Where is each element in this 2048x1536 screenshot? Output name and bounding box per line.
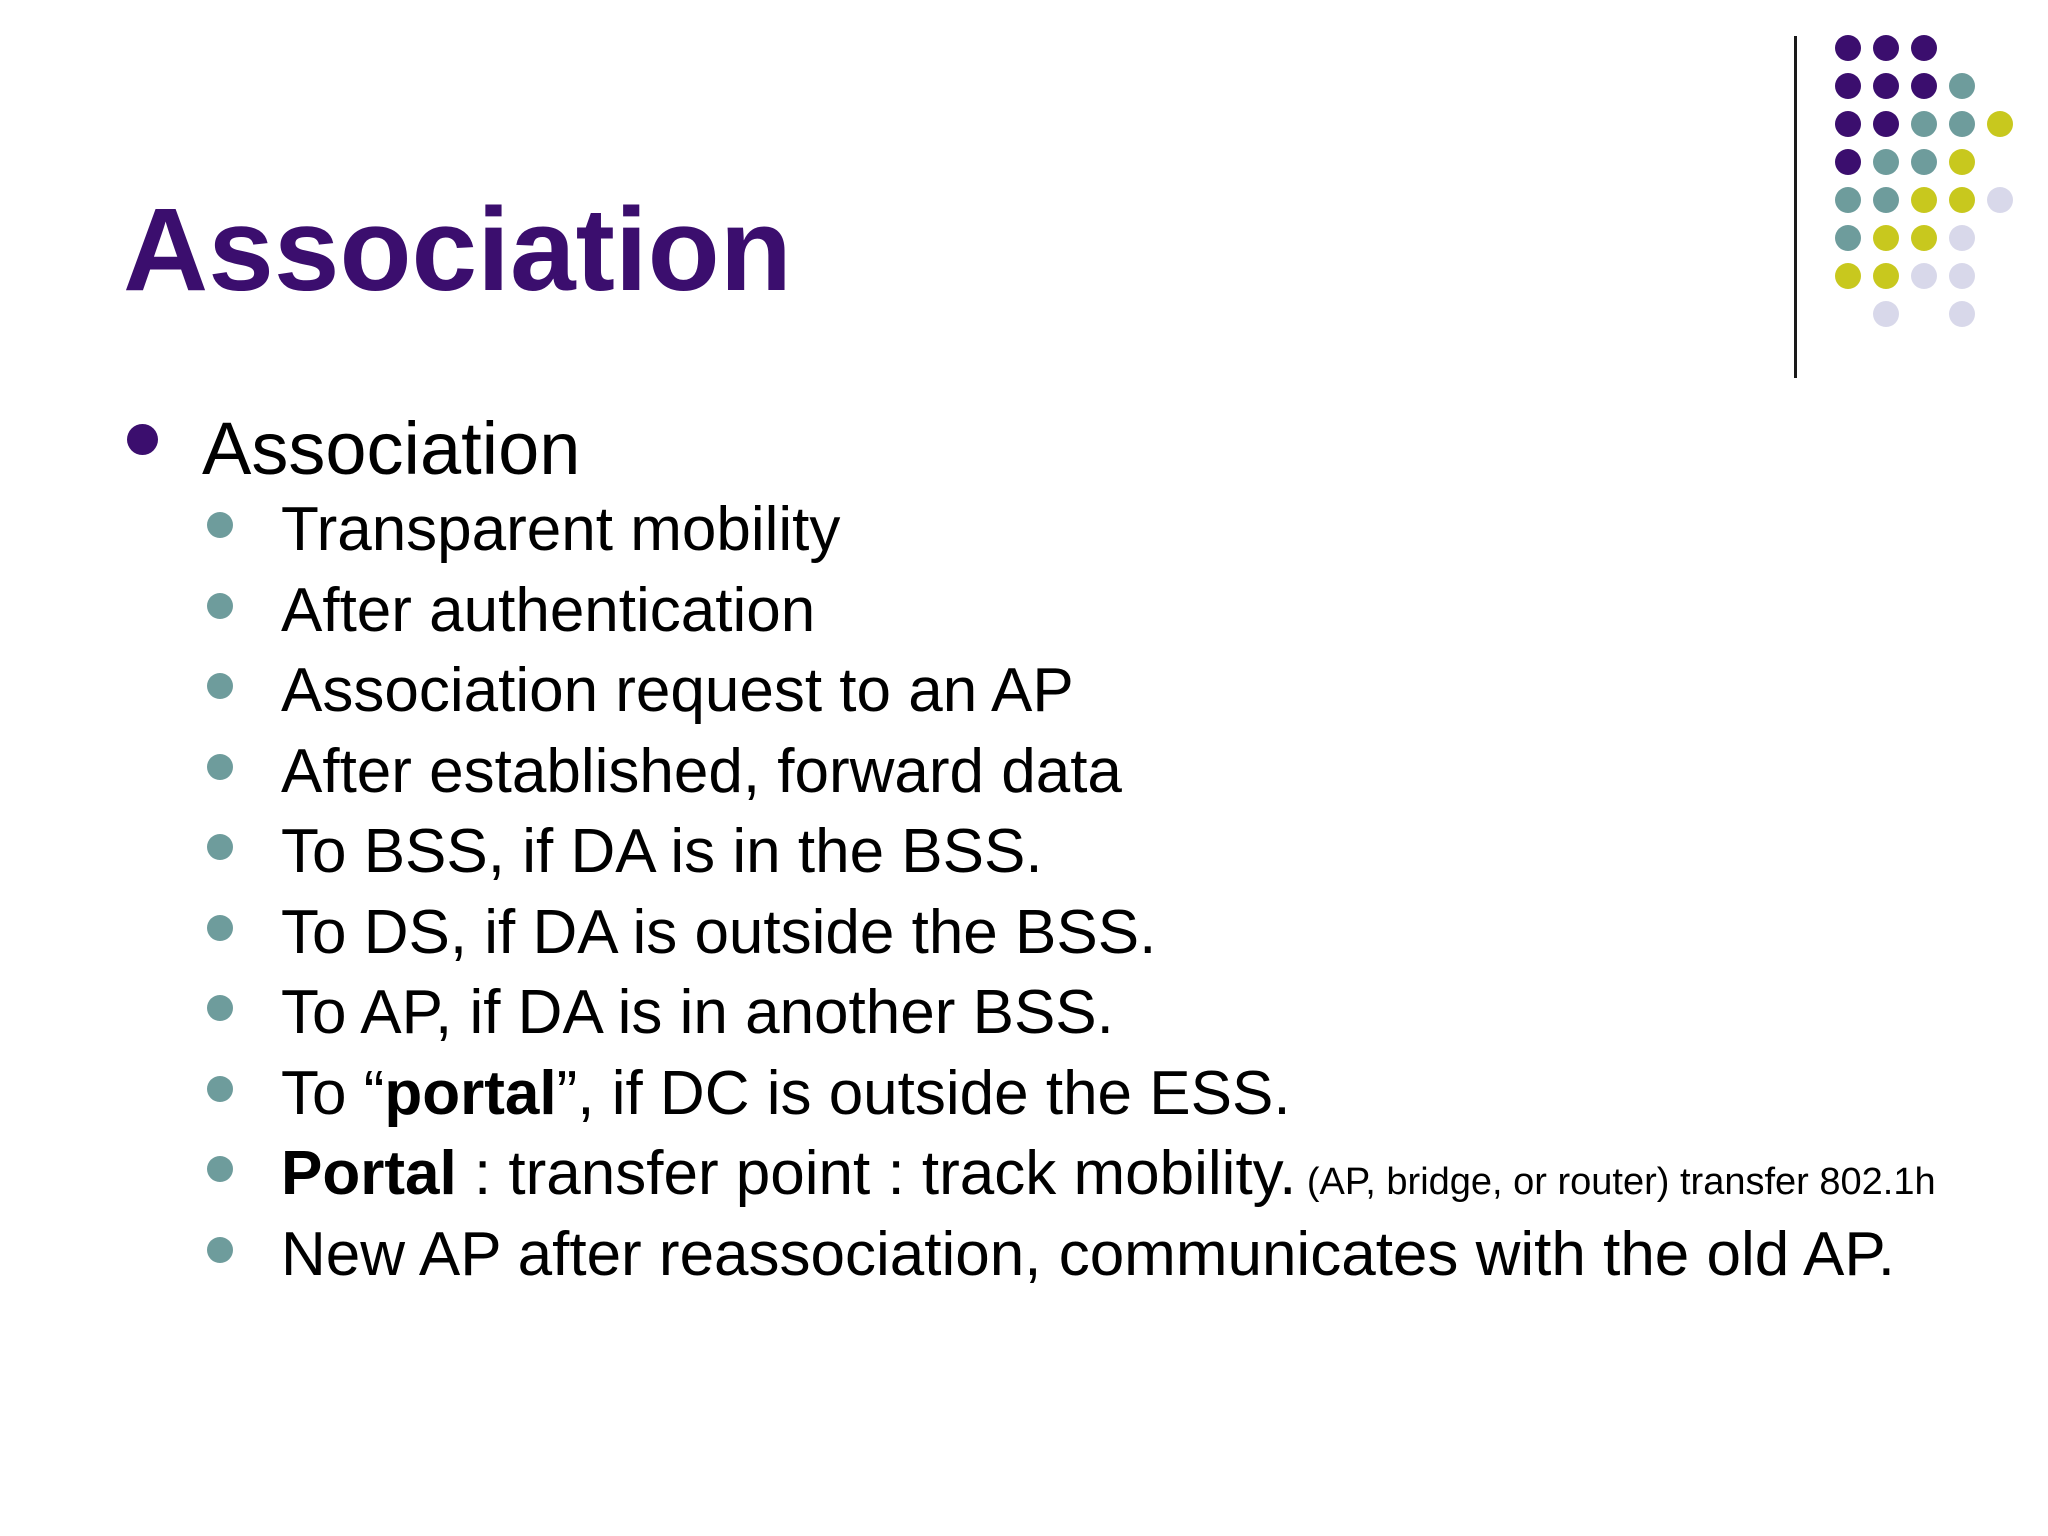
deco-dot <box>1987 111 2013 137</box>
deco-dot <box>1987 187 2013 213</box>
sub-bullet-text: After established, forward data <box>281 736 1122 806</box>
sub-bullet-text: After authentication <box>281 575 816 645</box>
deco-dot <box>1949 225 1975 251</box>
sub-bullet-text: Association request to an AP <box>281 656 1074 725</box>
sub-bullet-dot <box>207 915 233 941</box>
deco-dot <box>1949 111 1975 137</box>
deco-dot <box>1911 35 1937 61</box>
portal-definition-note: (AP, bridge, or router) transfer 802.1h <box>1296 1161 1936 1203</box>
sub-bullet-dot <box>207 1237 233 1263</box>
sub-bullet-item <box>204 651 2044 732</box>
deco-dot <box>1835 263 1861 289</box>
deco-dot <box>1911 73 1937 99</box>
sub-bullet-item <box>204 490 2044 571</box>
sub-bullet-dot <box>207 754 233 780</box>
portal-bold-term: portal <box>384 1058 557 1128</box>
deco-dot <box>1949 187 1975 213</box>
portal-suffix: ”, if DC is outside the ESS. <box>556 1058 1291 1128</box>
deco-dot <box>1873 111 1899 137</box>
sub-bullet-text: New AP after reassociation, communicates with the old AP. <box>281 1219 1895 1289</box>
main-bullet-dot <box>127 424 158 455</box>
sub-bullet-list <box>204 490 2044 1295</box>
deco-dot <box>1949 149 1975 175</box>
deco-dot <box>1873 301 1899 327</box>
deco-dot <box>1911 225 1937 251</box>
deco-dot <box>1911 263 1937 289</box>
sub-bullet-dot <box>207 512 233 538</box>
sub-bullet-item <box>204 812 2044 893</box>
main-bullet-association <box>124 404 2024 494</box>
sub-bullet-item <box>204 893 2044 974</box>
sub-bullet-dot <box>207 995 233 1021</box>
deco-dot <box>1873 225 1899 251</box>
deco-dot <box>1911 187 1937 213</box>
sub-bullet-text: To AP, if DA is in another BSS. <box>281 978 1114 1047</box>
deco-dot <box>1835 187 1861 213</box>
sub-bullet-text-portal <box>281 1054 1291 1134</box>
deco-dot <box>1873 263 1899 289</box>
main-bullet-label: Association <box>202 407 581 490</box>
sub-bullet-item <box>204 732 2044 813</box>
deco-dot <box>1873 149 1899 175</box>
deco-dot <box>1911 149 1937 175</box>
sub-bullet-dot <box>207 593 233 619</box>
slide-title: Association <box>123 184 792 316</box>
deco-dot <box>1835 35 1861 61</box>
deco-dot <box>1835 225 1861 251</box>
sub-bullet-item <box>204 1215 2044 1296</box>
sub-bullet-dot <box>207 834 233 860</box>
sub-bullet-dot <box>207 1076 233 1102</box>
deco-dot <box>1873 35 1899 61</box>
deco-dot <box>1911 111 1937 137</box>
sub-bullet-text-portal-definition <box>281 1134 1936 1222</box>
sub-bullet-text: Transparent mobility <box>281 495 841 564</box>
deco-dot <box>1873 187 1899 213</box>
portal-definition-term: Portal <box>281 1139 457 1208</box>
sub-bullet-dot <box>207 673 233 699</box>
deco-dot <box>1835 149 1861 175</box>
deco-dot <box>1835 73 1861 99</box>
sub-bullet-item <box>204 571 2044 652</box>
deco-dot <box>1835 111 1861 137</box>
sub-bullet-item <box>204 1054 2044 1135</box>
deco-dot <box>1949 263 1975 289</box>
sub-bullet-item <box>204 973 2044 1054</box>
sub-bullet-dot <box>207 1156 233 1182</box>
sub-bullet-text: To BSS, if DA is in the BSS. <box>281 817 1043 886</box>
deco-dot <box>1873 73 1899 99</box>
sub-bullet-text: To DS, if DA is outside the BSS. <box>281 897 1157 967</box>
header-divider-line <box>1794 36 1797 378</box>
portal-prefix: To “ <box>281 1058 385 1128</box>
sub-bullet-item <box>204 1134 2044 1215</box>
deco-dot <box>1949 73 1975 99</box>
portal-definition-text: : transfer point : track mobility. <box>456 1139 1297 1208</box>
deco-dot <box>1949 301 1975 327</box>
